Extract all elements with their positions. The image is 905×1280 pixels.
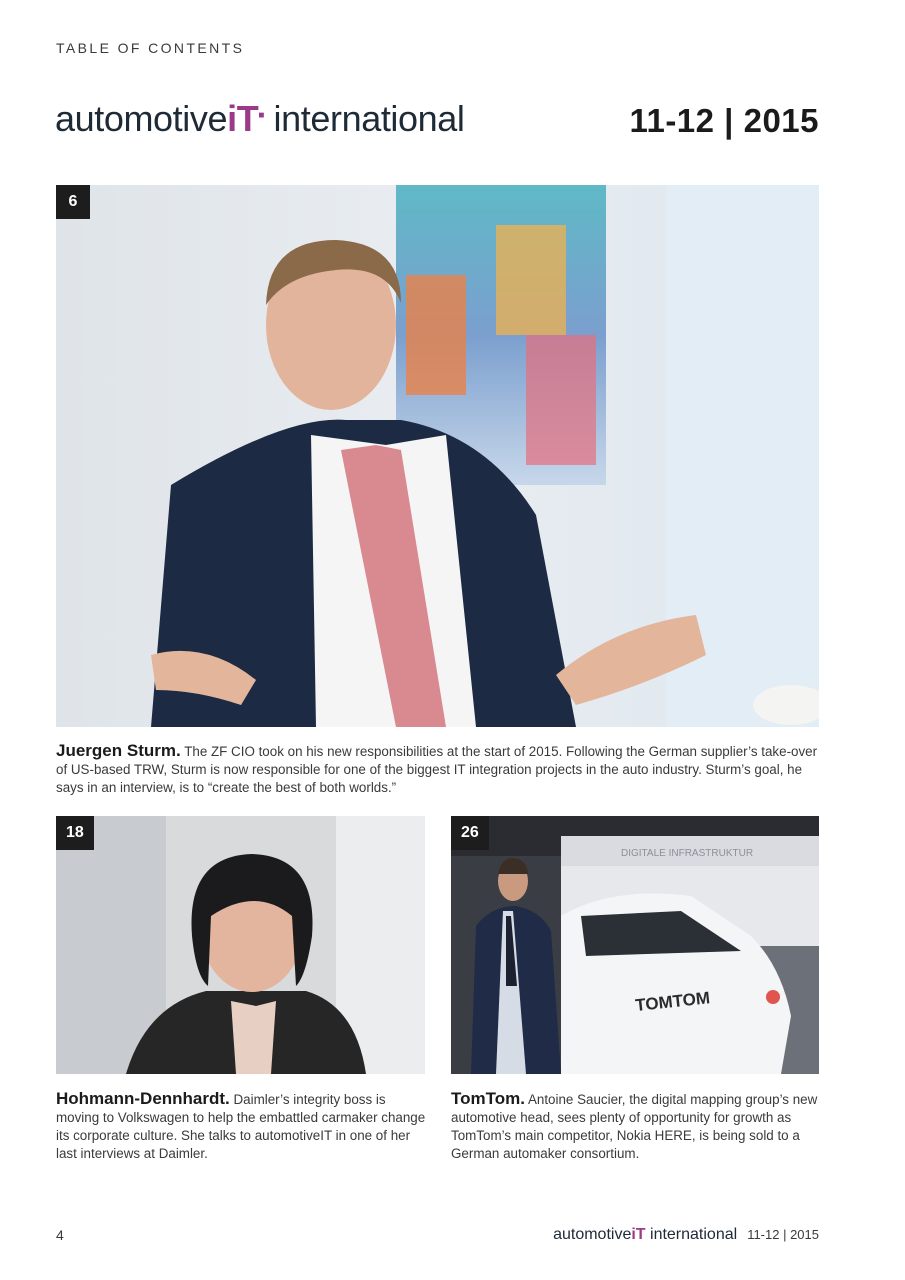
feature-photo-hohmann[interactable] (56, 816, 425, 1074)
masthead-logo (55, 98, 465, 140)
logo-it-mark: iT (631, 1226, 646, 1243)
logo-it-mark: iT (227, 98, 259, 139)
section-kicker: TABLE OF CONTENTS (56, 40, 245, 56)
footer-logo (553, 1226, 819, 1244)
logo-word: automotive (553, 1226, 632, 1243)
page-number: 4 (56, 1227, 64, 1243)
caption-body: Antoine Saucier, the digital mapping group’s new automotive head, sees plenty of opportunity for growth as TomTom’s main competitor, Nokia HERE, is being sold to a German automaker consortium. (451, 1092, 818, 1161)
caption-body: The ZF CIO took on his new responsibilities at the start of 2015. Following the German supplier’s take-over of US-based TRW, Sturm is now responsible for one of the biggest IT integration projects in the auto industry. Sturm’s goal, he says in an interview, is to “create the best of both worlds.” (56, 744, 818, 795)
caption-lead: Juergen Sturm. (56, 741, 181, 760)
footer-issue-date: 11-12 | 2015 (747, 1227, 819, 1242)
caption-body: Daimler’s integrity boss is moving to Volkswagen to help the embattled carmaker change its corporate culture. She talks to automotiveIT in one of her last interviews at Daimler. (56, 1092, 426, 1161)
logo-registered-dot: ■ (258, 110, 264, 121)
feature-caption-tomtom (451, 1090, 823, 1163)
feature-caption-hohmann (56, 1090, 428, 1163)
logo-word: automotive (55, 98, 228, 139)
feature-photo-tomtom[interactable] (451, 816, 819, 1074)
car-brand-text: TOMTOM (634, 988, 711, 1015)
logo-suffix: international (263, 98, 465, 139)
expo-banner-text: DIGITALE INFRASTRUKTUR (621, 848, 754, 859)
logo-suffix: international (645, 1226, 738, 1243)
portrait-illustration (56, 816, 425, 1074)
caption-lead: Hohmann-Dennhardt. (56, 1089, 230, 1108)
page-badge-26[interactable]: 26 (451, 816, 489, 850)
portrait-illustration (56, 185, 819, 727)
caption-lead: TomTom. (451, 1089, 525, 1108)
feature-caption-sturm (56, 742, 826, 797)
page-badge-6[interactable]: 6 (56, 185, 90, 219)
expo-illustration (451, 816, 819, 1074)
issue-date: 11-12 | 2015 (629, 102, 819, 139)
feature-photo-sturm[interactable] (56, 185, 819, 727)
page-badge-18[interactable]: 18 (56, 816, 94, 850)
